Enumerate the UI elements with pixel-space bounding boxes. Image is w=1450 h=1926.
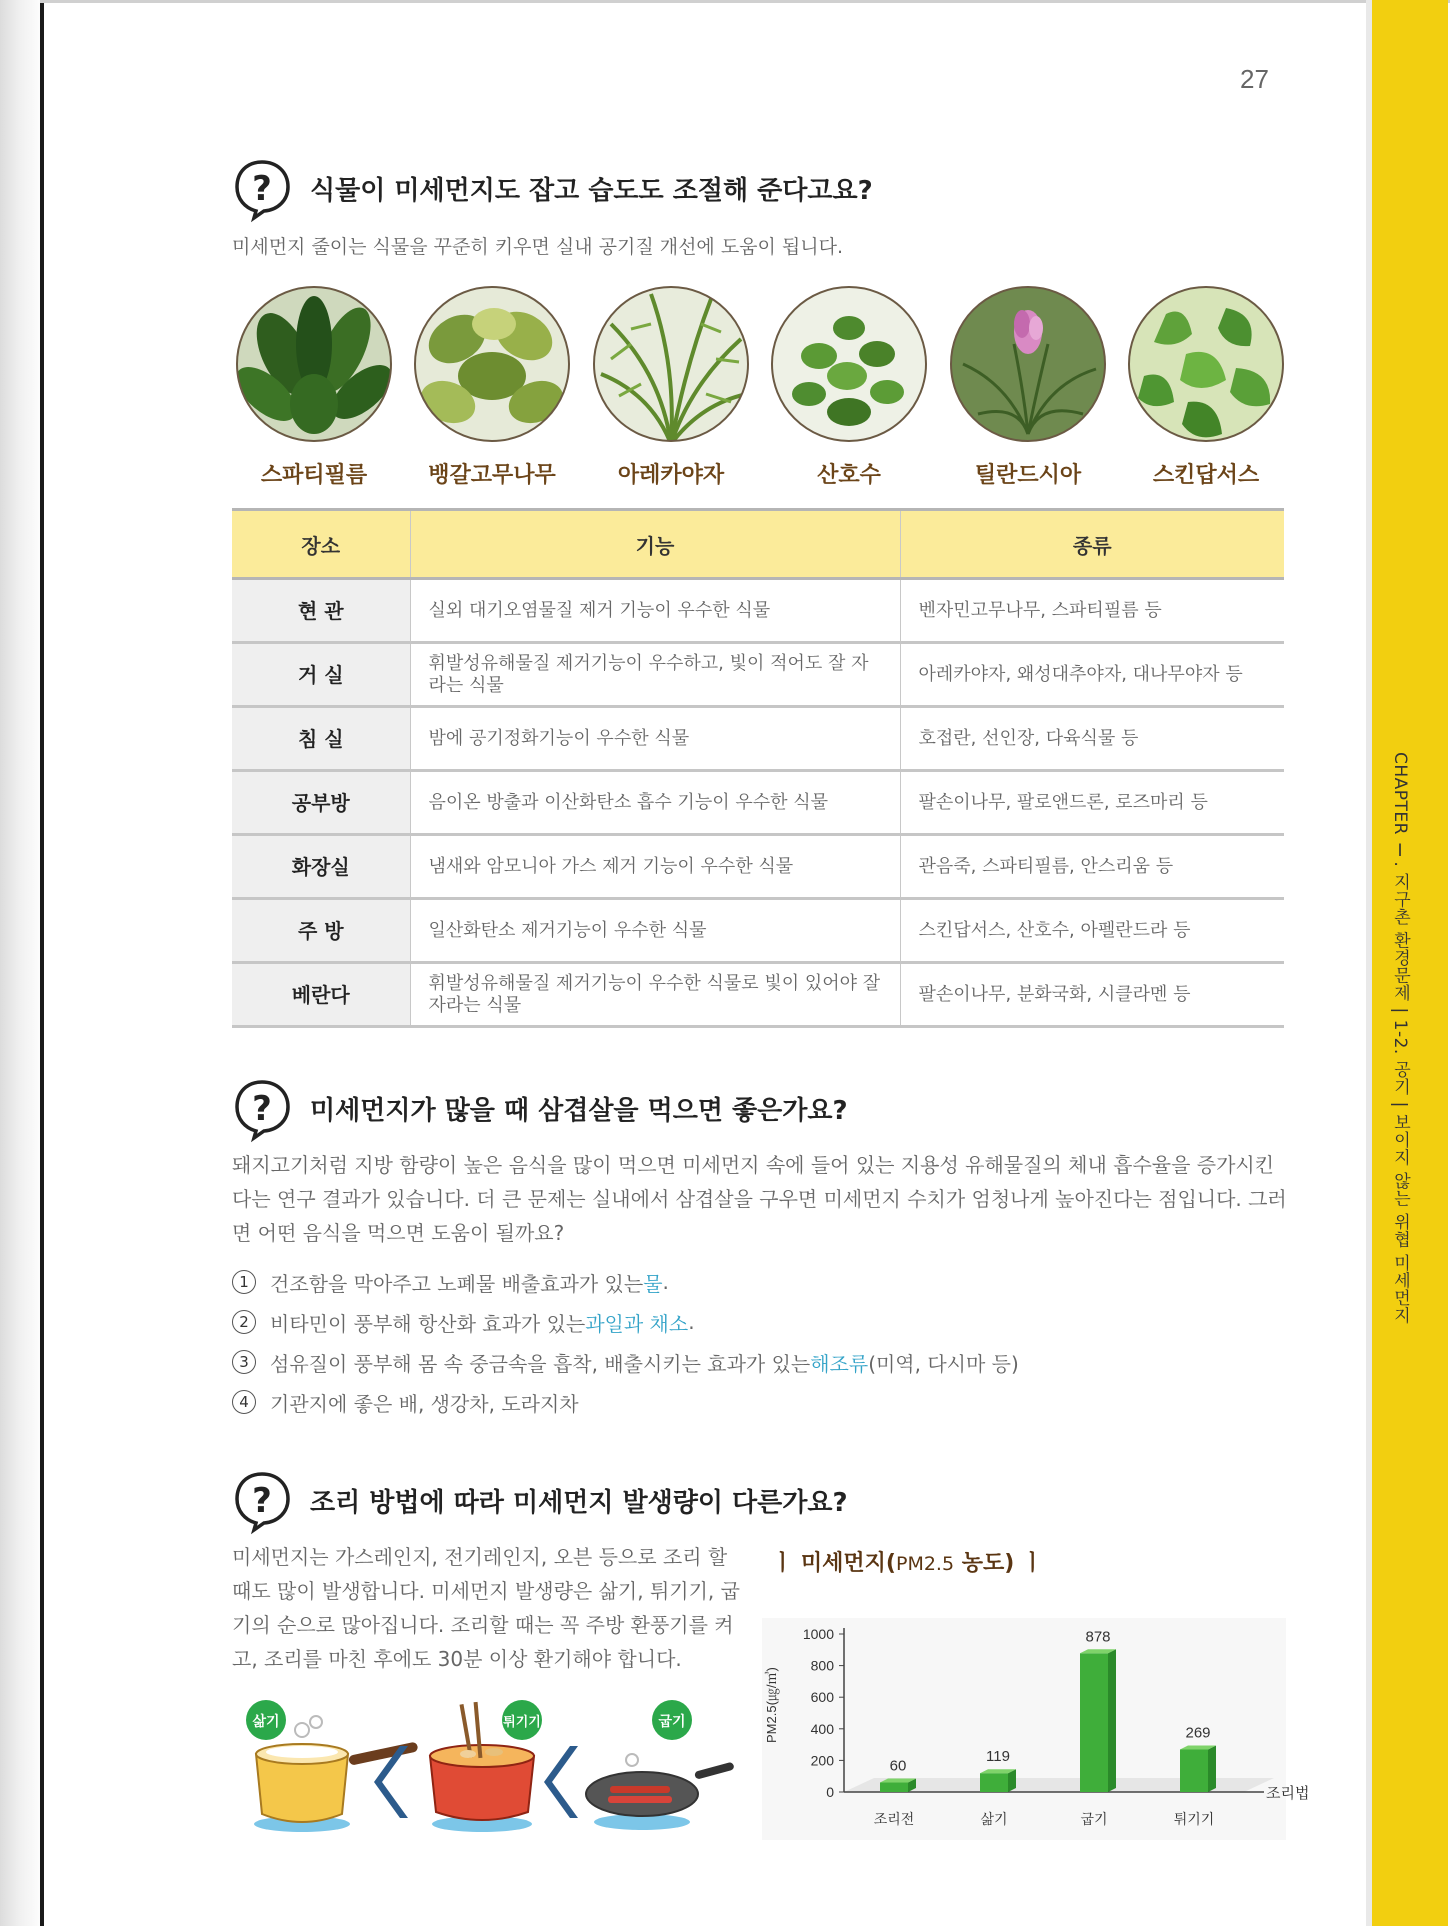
list-item bbox=[232, 1302, 1019, 1342]
x-axis-label: 조리법 bbox=[1266, 1784, 1310, 1802]
data-label: 269 bbox=[1185, 1724, 1211, 1742]
y-tick-label: 0 bbox=[826, 1784, 834, 1800]
list-text: 건조함을 막아주고 노폐물 배출효과가 있는 bbox=[270, 1271, 644, 1296]
table-cell-types: 스킨답서스, 산호수, 아펠란드라 등 bbox=[900, 899, 1284, 963]
table-cell-place: 화장실 bbox=[232, 835, 410, 899]
section3-heading bbox=[232, 1470, 848, 1530]
list-number: 3 bbox=[232, 1350, 256, 1374]
list-text: 비타민이 풍부해 항산화 효과가 있는 bbox=[270, 1311, 586, 1336]
table-row bbox=[232, 771, 1284, 835]
section3-title: 조리 방법에 따라 미세먼지 발생량이 다른가요? bbox=[310, 1487, 848, 1518]
table-cell-function: 음이온 방출과 이산화탄소 흡수 기능이 우수한 식물 bbox=[410, 771, 900, 835]
table-cell-function: 휘발성유해물질 제거기능이 우수하고, 빛이 적어도 잘 자라는 식물 bbox=[410, 643, 900, 707]
table-cell-types: 아레카야자, 왜성대추야자, 대나무야자 등 bbox=[900, 643, 1284, 707]
plant-pothos-image bbox=[1126, 284, 1286, 444]
table-row bbox=[232, 643, 1284, 707]
cook-label-grill: 굽기 bbox=[658, 1714, 686, 1730]
table-cell-function: 냄새와 암모니아 가스 제거 기능이 우수한 식물 bbox=[410, 835, 900, 899]
x-tick-label: 삶기 bbox=[980, 1812, 1008, 1828]
section1-title: 식물이 미세먼지도 잡고 습도도 조절해 준다고요? bbox=[310, 175, 873, 206]
list-text: 기관지에 좋은 배, 생강차, 도라지차 bbox=[270, 1391, 579, 1416]
bar bbox=[880, 1783, 908, 1792]
cooking-pots-image bbox=[232, 1694, 732, 1844]
plant-name: 틸란드시아 bbox=[974, 463, 1082, 488]
plant-bengal-rubber bbox=[410, 284, 574, 489]
list-number: 4 bbox=[232, 1390, 256, 1414]
table-cell-place: 침 실 bbox=[232, 707, 410, 771]
table-cell-place: 베란다 bbox=[232, 963, 410, 1027]
data-label: 878 bbox=[1085, 1628, 1111, 1646]
table-row bbox=[232, 835, 1284, 899]
chapter-side-label: CHAPTER Ⅰ. 지구촌 환경문제 | 1-2. 공기 | 보이지 않는 위협 미세먼지 bbox=[1390, 752, 1410, 1324]
table-row bbox=[232, 963, 1284, 1027]
chart-title-suffix: 농도) ㅣ bbox=[954, 1551, 1044, 1576]
data-label: 60 bbox=[889, 1757, 907, 1775]
pm25-bar-chart bbox=[762, 1618, 1310, 1840]
plant-tillandsia bbox=[946, 284, 1110, 489]
page-gutter-shadow bbox=[0, 0, 44, 1926]
chart-title-pm: PM2.5 bbox=[895, 1553, 955, 1575]
table-row bbox=[232, 579, 1284, 643]
table-header-place: 장소 bbox=[232, 510, 410, 579]
y-tick-label: 400 bbox=[810, 1720, 834, 1737]
cooking-illustration bbox=[232, 1694, 732, 1848]
svg-text:?: ? bbox=[252, 169, 272, 209]
section1-heading bbox=[232, 158, 873, 218]
y-tick-label: 800 bbox=[810, 1657, 834, 1674]
question-icon bbox=[232, 1470, 292, 1530]
cook-label-fry: 튀기기 bbox=[503, 1715, 541, 1730]
table-cell-place: 공부방 bbox=[232, 771, 410, 835]
table-row bbox=[232, 899, 1284, 963]
x-tick-label: 굽기 bbox=[1080, 1812, 1108, 1828]
bar-side bbox=[1108, 1649, 1116, 1792]
table-cell-place: 현 관 bbox=[232, 579, 410, 643]
plant-name: 아레카야자 bbox=[617, 463, 725, 488]
table-cell-types: 팔손이나무, 팔로앤드론, 로즈마리 등 bbox=[900, 771, 1284, 835]
plant-name: 산호수 bbox=[817, 463, 881, 488]
table-header-types: 종류 bbox=[900, 510, 1284, 579]
table-cell-place: 거 실 bbox=[232, 643, 410, 707]
list-item bbox=[232, 1382, 1019, 1422]
plant-name: 스킨답서스 bbox=[1152, 463, 1260, 488]
table-header-function: 기능 bbox=[410, 510, 900, 579]
page-top-edge bbox=[40, 0, 1450, 3]
plant-tillandsia-image bbox=[948, 284, 1108, 444]
table-cell-function: 일산화탄소 제거기능이 우수한 식물 bbox=[410, 899, 900, 963]
table-cell-place: 주 방 bbox=[232, 899, 410, 963]
data-label: 119 bbox=[986, 1748, 1010, 1766]
table-cell-types: 팔손이나무, 분화국화, 시클라멘 등 bbox=[900, 963, 1284, 1027]
section2-paragraph: 돼지고기처럼 지방 함량이 높은 음식을 많이 먹으면 미세먼지 속에 들어 있는 지용성 유해물질의 체내 흡수율을 증가시킨다는 연구 결과가 있습니다. 더 큰 문제는 실내에서 삼겹살을 구우면 미세먼지 수치가 엄청나게 높아진다는 점입니다. 그러면 어떤 음식을 먹으면 도움이 될까요? bbox=[232, 1153, 1287, 1245]
list-tail: (미역, 다시마 등) bbox=[868, 1351, 1019, 1376]
table-cell-types: 호접란, 선인장, 다육식물 등 bbox=[900, 707, 1284, 771]
section2-title: 미세먼지가 많을 때 삼겹살을 먹으면 좋은가요? bbox=[310, 1095, 848, 1126]
plant-areca-palm bbox=[589, 284, 753, 489]
chart-title-prefix: ㅣ 미세먼지( bbox=[772, 1551, 896, 1576]
bar bbox=[980, 1773, 1008, 1792]
list-item bbox=[232, 1262, 1019, 1302]
plant-spathiphyllum bbox=[232, 284, 396, 489]
chart-title bbox=[772, 1546, 1043, 1577]
plant-coral-berry-image bbox=[769, 284, 929, 444]
section3-paragraph: 미세먼지는 가스레인지, 전기레인지, 오븐 등으로 조리 할 때도 많이 발생합니다. 미세먼지 발생량은 삶기, 튀기기, 굽기의 순으로 많아집니다. 조리할 때는 꼭 주방 환풍기를 켜고, 조리를 마친 후에도 30분 이상 환기해야 합니다. bbox=[232, 1545, 740, 1671]
list-highlight: 해조류 bbox=[810, 1351, 869, 1376]
table-cell-types: 관음죽, 스파티필름, 안스리움 등 bbox=[900, 835, 1284, 899]
question-icon bbox=[232, 158, 292, 218]
plant-pothos bbox=[1124, 284, 1288, 489]
list-highlight: 과일과 채소 bbox=[585, 1311, 689, 1336]
y-tick-label: 600 bbox=[810, 1689, 834, 1706]
bar-side bbox=[1008, 1769, 1016, 1792]
plant-placement-table bbox=[232, 508, 1284, 1028]
bar bbox=[1180, 1749, 1208, 1792]
x-tick-label: 조리전 bbox=[873, 1812, 915, 1828]
plant-coral-berry bbox=[767, 284, 931, 489]
food-list bbox=[232, 1262, 1019, 1422]
bar bbox=[1080, 1653, 1108, 1792]
table-cell-function: 휘발성유해물질 제거기능이 우수한 식물로 빛이 있어야 잘 자라는 식물 bbox=[410, 963, 900, 1027]
list-text: 섬유질이 풍부해 몸 속 중금속을 흡착, 배출시키는 효과가 있는 bbox=[270, 1351, 811, 1376]
grill-pan-icon bbox=[586, 1754, 735, 1830]
list-number: 2 bbox=[232, 1310, 256, 1334]
plant-name: 스파티필름 bbox=[260, 463, 368, 488]
pm25-chart bbox=[762, 1618, 1310, 1844]
svg-text:?: ? bbox=[252, 1481, 272, 1521]
x-tick-label: 튀기기 bbox=[1173, 1812, 1215, 1828]
table-cell-function: 실외 대기오염물질 제거 기능이 우수한 식물 bbox=[410, 579, 900, 643]
plant-areca-palm-image bbox=[591, 284, 751, 444]
y-tick-label: 1000 bbox=[802, 1626, 834, 1642]
page-edge bbox=[40, 0, 44, 1926]
section1-subtitle: 미세먼지 줄이는 식물을 꾸준히 키우면 실내 공기질 개선에 도움이 됩니다. bbox=[232, 236, 844, 258]
list-item bbox=[232, 1342, 1019, 1382]
y-tick-label: 200 bbox=[810, 1752, 834, 1769]
bar-side bbox=[1208, 1745, 1216, 1792]
plant-spathiphyllum-image bbox=[234, 284, 394, 444]
cook-label-boil: 삶기 bbox=[252, 1714, 280, 1730]
list-highlight: 물 bbox=[643, 1271, 663, 1296]
list-tail: . bbox=[688, 1310, 695, 1334]
table-cell-types: 벤자민고무나무, 스파티필름 등 bbox=[900, 579, 1284, 643]
plant-bengal-rubber-image bbox=[412, 284, 572, 444]
plant-gallery bbox=[232, 284, 1292, 494]
page-number: 27 bbox=[1240, 64, 1269, 94]
list-tail: . bbox=[662, 1270, 669, 1294]
table-row bbox=[232, 707, 1284, 771]
y-axis-label: PM2.5(㎍/㎥) bbox=[764, 1667, 779, 1743]
list-number: 1 bbox=[232, 1270, 256, 1294]
svg-text:?: ? bbox=[252, 1089, 272, 1129]
plant-name: 뱅갈고무나무 bbox=[428, 463, 556, 488]
table-cell-function: 밤에 공기정화기능이 우수한 식물 bbox=[410, 707, 900, 771]
section2-heading bbox=[232, 1078, 848, 1138]
table-header-row bbox=[232, 510, 1284, 579]
question-icon bbox=[232, 1078, 292, 1138]
